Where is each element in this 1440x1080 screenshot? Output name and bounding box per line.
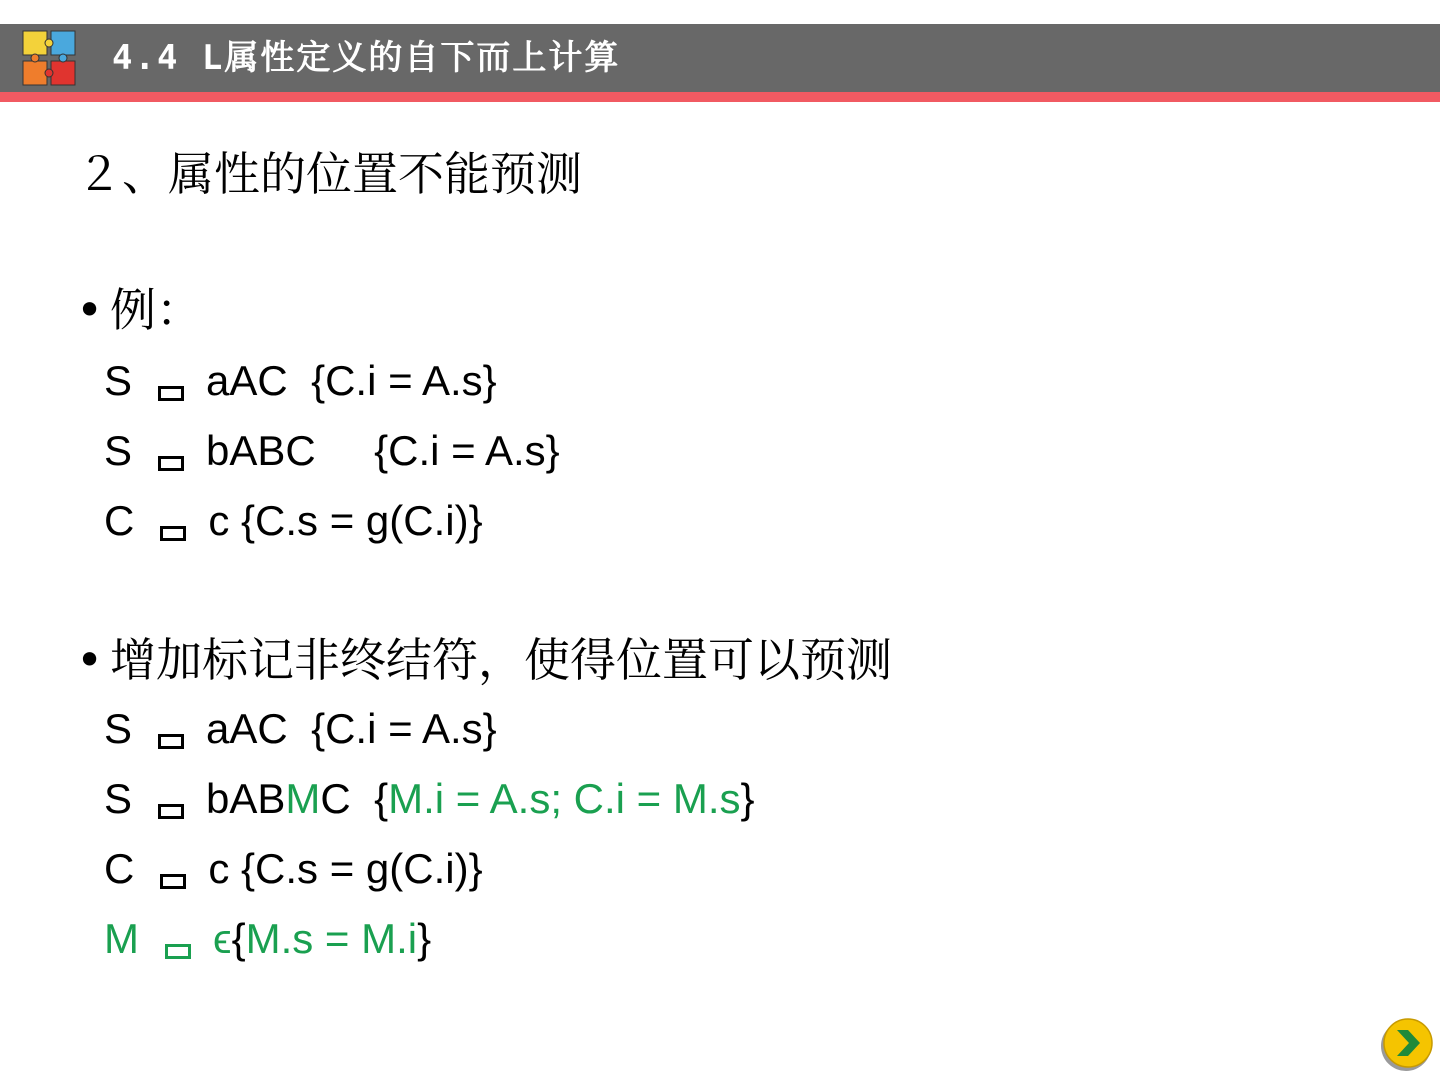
- rule-action-open: {: [374, 775, 389, 822]
- rule-rhs: c: [208, 497, 230, 544]
- rule-action: {C.s = g(C.i)}: [241, 497, 483, 544]
- bullet-dot: •: [76, 283, 104, 337]
- rule-action: {C.s = g(C.i)}: [241, 845, 483, 892]
- rule-rhs: C: [320, 775, 351, 822]
- grammar-rule: [104, 772, 755, 826]
- rule-lhs: C: [104, 497, 135, 544]
- rule-rhs: aAC: [206, 705, 288, 752]
- arrow-symbol-icon: [165, 945, 191, 959]
- example-bullet: [76, 280, 202, 340]
- rule-rhs: bAB: [206, 775, 286, 822]
- grammar-rule: [104, 702, 497, 756]
- rule-action-highlight: M.i = A.s; C.i = M.s: [388, 775, 741, 822]
- rule-action: {C.i = A.s}: [311, 357, 497, 404]
- rule-lhs: C: [104, 845, 135, 892]
- rule-lhs: S: [104, 705, 133, 752]
- example-label: 例：: [110, 283, 202, 337]
- rule-action: {C.i = A.s}: [374, 427, 560, 474]
- arrow-symbol-icon: [158, 457, 184, 471]
- rule-lhs: S: [104, 775, 133, 822]
- rule-lhs: S: [104, 427, 133, 474]
- rule-rhs: bABC: [206, 427, 316, 474]
- rule-action-close: }: [417, 915, 432, 962]
- bullet-dot: •: [76, 633, 104, 687]
- rule-lhs: S: [104, 357, 133, 404]
- rule-rhs: c: [208, 845, 230, 892]
- rule-lhs: M: [104, 915, 139, 962]
- grammar-rule: [104, 424, 560, 478]
- grammar-rule: [104, 912, 431, 966]
- arrow-symbol-icon: [158, 735, 184, 749]
- rule-action-highlight: M.s = M.i: [245, 915, 418, 962]
- rule-rhs: aAC: [206, 357, 288, 404]
- arrow-symbol-icon: [158, 805, 184, 819]
- marker-bullet: [76, 630, 892, 690]
- arrow-symbol-icon: [160, 875, 186, 889]
- section-heading: ２、属性的位置不能预测: [76, 147, 582, 201]
- rule-action: {C.i = A.s}: [311, 705, 497, 752]
- grammar-rule: [104, 494, 483, 548]
- rule-action-open: {: [231, 915, 246, 962]
- next-slide-button[interactable]: [1378, 1016, 1434, 1072]
- slide-title: 4.4 L属性定义的自下而上计算: [112, 38, 621, 78]
- rule-rhs: ϵ: [213, 915, 232, 962]
- grammar-rule: [104, 354, 497, 408]
- grammar-rule: [104, 842, 483, 896]
- marker-label: 增加标记非终结符，使得位置可以预测: [110, 633, 892, 687]
- arrow-symbol-icon: [158, 387, 184, 401]
- rule-action-close: }: [740, 775, 755, 822]
- arrow-symbol-icon: [160, 527, 186, 541]
- rule-rhs-marker: M: [285, 775, 321, 822]
